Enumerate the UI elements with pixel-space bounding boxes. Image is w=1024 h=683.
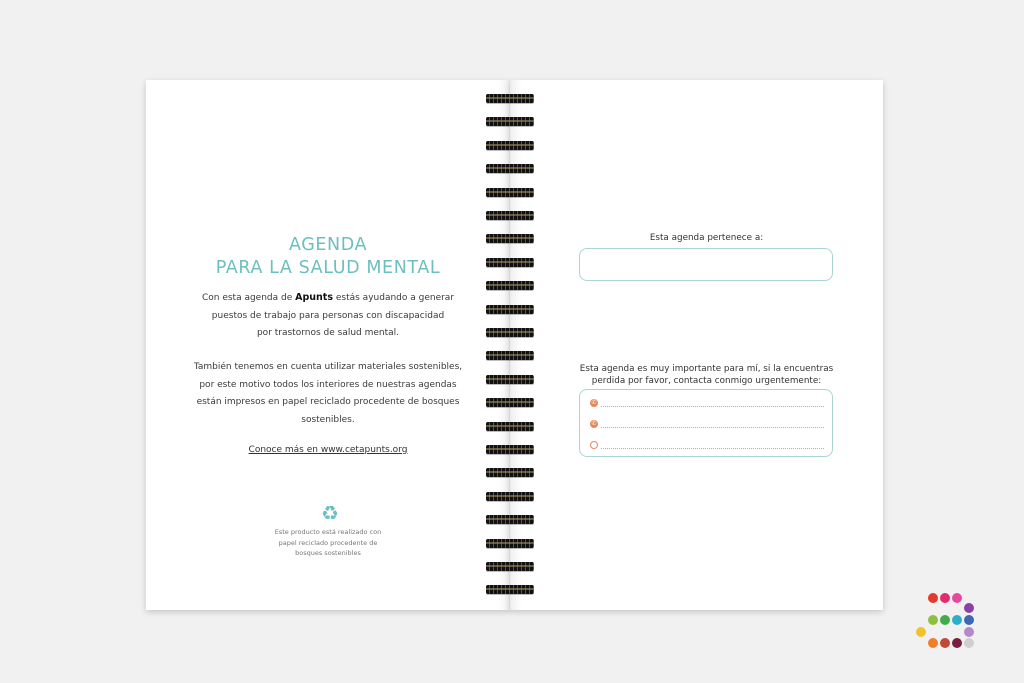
spiral-ring <box>486 188 534 197</box>
foot-line-3: bosques sostenibles <box>295 549 361 557</box>
logo-dot <box>964 638 974 648</box>
logo-dot <box>964 603 974 613</box>
sustainability-line-3: están impresos en papel reciclado procedente de bosques <box>196 397 460 407</box>
intro-paragraph <box>146 289 510 343</box>
phone-row[interactable] <box>590 399 824 409</box>
agenda-title-line1: AGENDA <box>288 235 368 255</box>
spiral-ring <box>486 351 534 360</box>
intro-text-pre: Con esta agenda de <box>201 293 296 303</box>
spiral-ring <box>486 515 534 524</box>
logo-dot <box>940 615 950 625</box>
logo-dot <box>964 627 974 637</box>
logo-dot <box>964 615 974 625</box>
foot-line-1: Este producto está realizado con <box>274 528 382 536</box>
logo-dot <box>928 638 938 648</box>
logo-dot <box>952 638 962 648</box>
website-link[interactable]: Conoce más en www.cetapunts.org <box>248 445 408 455</box>
logo-dot <box>940 593 950 603</box>
phone-dotted-line <box>601 406 824 407</box>
spiral-ring <box>486 117 534 126</box>
contact-label <box>510 363 903 387</box>
email-row[interactable] <box>590 441 824 451</box>
intro-line-2: puestos de trabajo para personas con discapacidad <box>211 310 445 321</box>
owner-label: Esta agenda pertenece a: <box>649 233 764 243</box>
recycle-icon: ♻ <box>321 501 339 525</box>
left-page <box>146 80 510 610</box>
agenda-title-line2: PARA LA SALUD MENTAL <box>215 258 441 278</box>
spiral-ring <box>486 468 534 477</box>
spiral-ring <box>486 211 534 220</box>
spiral-ring <box>486 398 534 407</box>
mobile-row[interactable] <box>590 420 824 430</box>
recycled-paper-note <box>146 527 510 559</box>
spiral-ring <box>486 422 534 431</box>
spiral-ring <box>486 562 534 571</box>
email-icon <box>590 441 598 449</box>
phone-icon: ✆ <box>591 399 597 406</box>
spiral-binding <box>486 90 536 602</box>
spiral-ring <box>486 141 534 150</box>
logo-dot <box>940 638 950 648</box>
intro-text-post: estás ayudando a generar <box>333 293 455 303</box>
owner-name-field[interactable] <box>579 248 833 281</box>
right-page <box>510 80 883 610</box>
contact-label-line-1: Esta agenda es muy importante para mí, si la encuentras <box>579 364 834 374</box>
sustainability-line-2: por este motivo todos los interiores de nuestras agendas <box>199 379 457 390</box>
foot-line-2: papel reciclado procedente de <box>278 538 378 547</box>
spiral-ring <box>486 281 534 290</box>
mobile-dotted-line <box>601 427 824 428</box>
spiral-ring <box>486 258 534 267</box>
logo-dot <box>928 593 938 603</box>
brand-logo-dots <box>914 590 978 650</box>
spiral-ring <box>486 445 534 454</box>
logo-dot <box>952 593 962 603</box>
spiral-ring <box>486 585 534 594</box>
brand-name: Apunts <box>295 292 333 303</box>
sustainability-line-1: También tenemos en cuenta utilizar materiales sostenibles, <box>193 362 463 372</box>
contact-box <box>579 389 833 457</box>
mobile-icon: ✆ <box>591 420 597 427</box>
spiral-ring <box>486 375 534 384</box>
spiral-ring <box>486 234 534 243</box>
spiral-ring <box>486 94 534 103</box>
logo-dot <box>928 615 938 625</box>
spiral-ring <box>486 539 534 548</box>
contact-label-line-2: perdida por favor, contacta conmigo urgentemente: <box>591 376 822 386</box>
intro-line-3: por trastornos de salud mental. <box>256 328 400 338</box>
sustainability-paragraph <box>146 359 510 429</box>
spiral-ring <box>486 328 534 337</box>
spiral-ring <box>486 164 534 173</box>
spiral-ring <box>486 305 534 314</box>
spiral-ring <box>486 492 534 501</box>
sustainability-line-4: sostenibles. <box>301 414 355 425</box>
logo-dot <box>952 615 962 625</box>
email-dotted-line <box>601 448 824 449</box>
logo-dot <box>916 627 926 637</box>
